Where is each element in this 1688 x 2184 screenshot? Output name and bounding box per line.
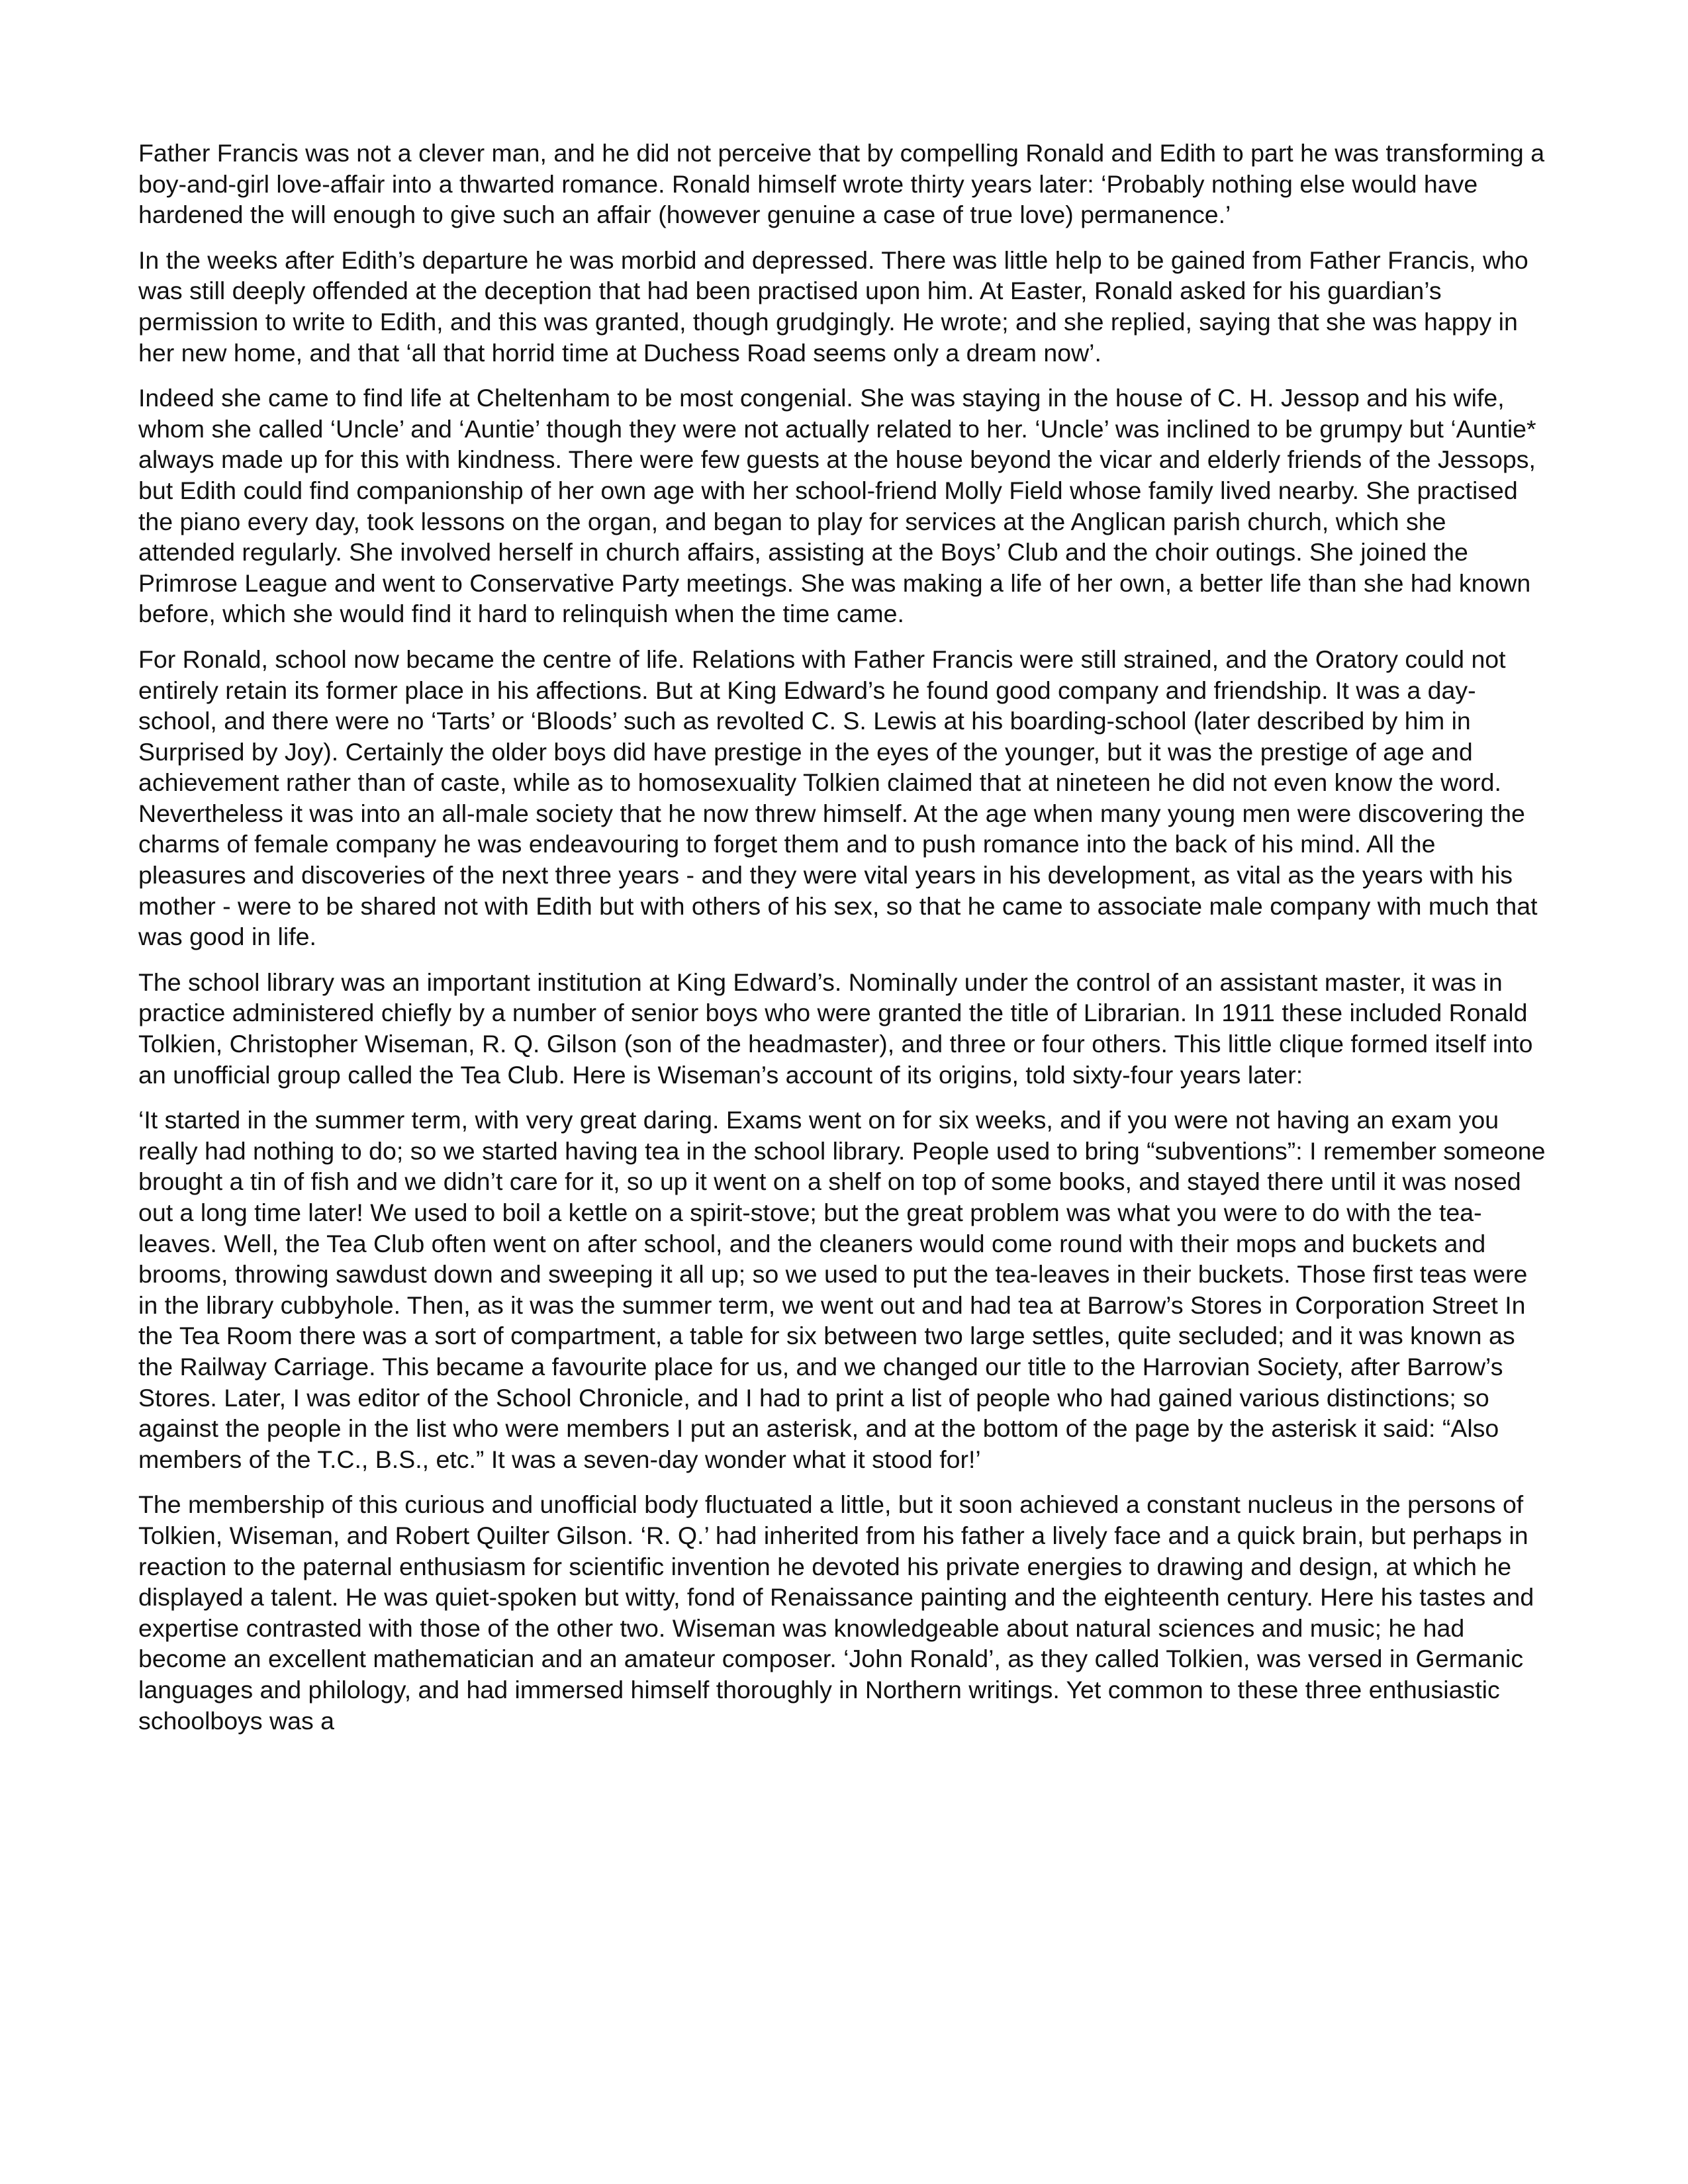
paragraph-3: Indeed she came to find life at Cheltenham to be most congenial. She was staying in the house of C. H. Jessop and his wife, whom she called ‘Uncle’ and ‘Auntie’ though they were not actually related to her. ‘Uncle’ was inclined to be grumpy but ‘Auntie* always made up for this with kindness. There were few guests at the house beyond the vicar and elderly friends of the Jessops, but Edith could find companionship of her own age with her school-friend Molly Field whose family lived nearby. She practised the piano every day, took lessons on the organ, and began to play for services at the Anglican parish church, which she attended regularly. She involved herself in church affairs, assisting at the Boys’ Club and the choir outings. She joined the Primrose League and went to Conservative Party meetings. She was making a life of her own, a better life than she had known before, which she would find it hard to relinquish when the time came. (138, 384, 1536, 628)
document-page (138, 138, 1547, 1751)
paragraph-4: For Ronald, school now became the centre of life. Relations with Father Francis were still strained, and the Oratory could not entirely retain its former place in his affections. But at King Edward’s he found good company and friendship. It was a day-school, and there were no ‘Tarts’ or ‘Bloods’ such as revolted C. S. Lewis at his boarding-school (later described by him in Surprised by Joy). Certainly the older boys did have prestige in the eyes of the younger, but it was the prestige of age and achievement rather than of caste, while as to homosexuality Tolkien claimed that at nineteen he did not even know the word. Nevertheless it was into an all-male society that he now threw himself. At the age when many young men were discovering the charms of female company he was endeavouring to forget them and to push romance into the back of his mind. All the pleasures and discoveries of the next three years - and they were vital years in his development, as vital as the years with his mother - were to be shared not with Edith but with others of his sex, so that he came to associate male company with much that was good in life. (138, 645, 1538, 951)
paragraph-1: Father Francis was not a clever man, and he did not perceive that by compelling Ronald and Edith to part he was transforming a boy-and-girl love-affair into a thwarted romance. Ronald himself wrote thirty years later: ‘Probably nothing else would have hardened the will enough to give such an affair (however genuine a case of true love) permanence.’ (138, 139, 1545, 229)
paragraph-2: In the weeks after Edith’s departure he was morbid and depressed. There was little help to be gained from Father Francis, who was still deeply offended at the deception that had been practised upon him. At Easter, Ronald asked for his guardian’s permission to write to Edith, and this was granted, though grudgingly. He wrote; and she replied, saying that she was happy in her new home, and that ‘all that horrid time at Duchess Road seems only a dream now’. (138, 246, 1528, 367)
paragraph-7: The membership of this curious and unofficial body fluctuated a little, but it soon achieved a constant nucleus in the persons of Tolkien, Wiseman, and Robert Quilter Gilson. ‘R. Q.’ had inherited from his father a lively face and a quick brain, but perhaps in reaction to the paternal enthusiasm for scientific invention he devoted his private energies to drawing and design, at which he displayed a talent. He was quiet-spoken but witty, fond of Renaissance painting and the eighteenth century. Here his tastes and expertise contrasted with those of the other two. Wiseman was knowledgeable about natural sciences and music; he had become an excellent mathematician and an amateur composer. ‘John Ronald’, as they called Tolkien, was versed in Germanic languages and philology, and had immersed himself thoroughly in Northern writings. Yet common to these three enthusiastic schoolboys was a (138, 1490, 1534, 1735)
paragraph-5: The school library was an important institution at King Edward’s. Nominally under the control of an assistant master, it was in practice administered chiefly by a number of senior boys who were granted the title of Librarian. In 1911 these included Ronald Tolkien, Christopher Wiseman, R. Q. Gilson (son of the headmaster), and three or four others. This little clique formed itself into an unofficial group called the Tea Club. Here is Wiseman’s account of its origins, told sixty-four years later: (138, 968, 1533, 1089)
paragraph-6: ‘It started in the summer term, with very great daring. Exams went on for six weeks, and if you were not having an exam you really had nothing to do; so we started having tea in the school library. People used to bring “subventions”: I remember someone brought a tin of fish and we didn’t care for it, so up it went on a shelf on top of some books, and stayed there until it was nosed out a long time later! We used to boil a kettle on a spirit-stove; but the great problem was what you were to do with the tea-leaves. Well, the Tea Club often went on after school, and the cleaners would come round with their mops and buckets and brooms, throwing sawdust down and sweeping it all up; so we used to put the tea-leaves in their buckets. Those first teas were in the library cubbyhole. Then, as it was the summer term, we went out and had tea at Barrow’s Stores in Corporation Street In the Tea Room there was a sort of compartment, a table for six between two large settles, quite secluded; and it was known as the Railway Carriage. This became a favourite place for us, and we changed our title to the Harrovian Society, after Barrow’s Stores. Later, I was editor of the School Chronicle, and I had to print a list of people who had gained various distinctions; so against the people in the list who were members I put an asterisk, and at the bottom of the page by the asterisk it said: “Also members of the T.C., B.S., etc.” It was a seven-day wonder what it stood for!’ (138, 1106, 1546, 1473)
